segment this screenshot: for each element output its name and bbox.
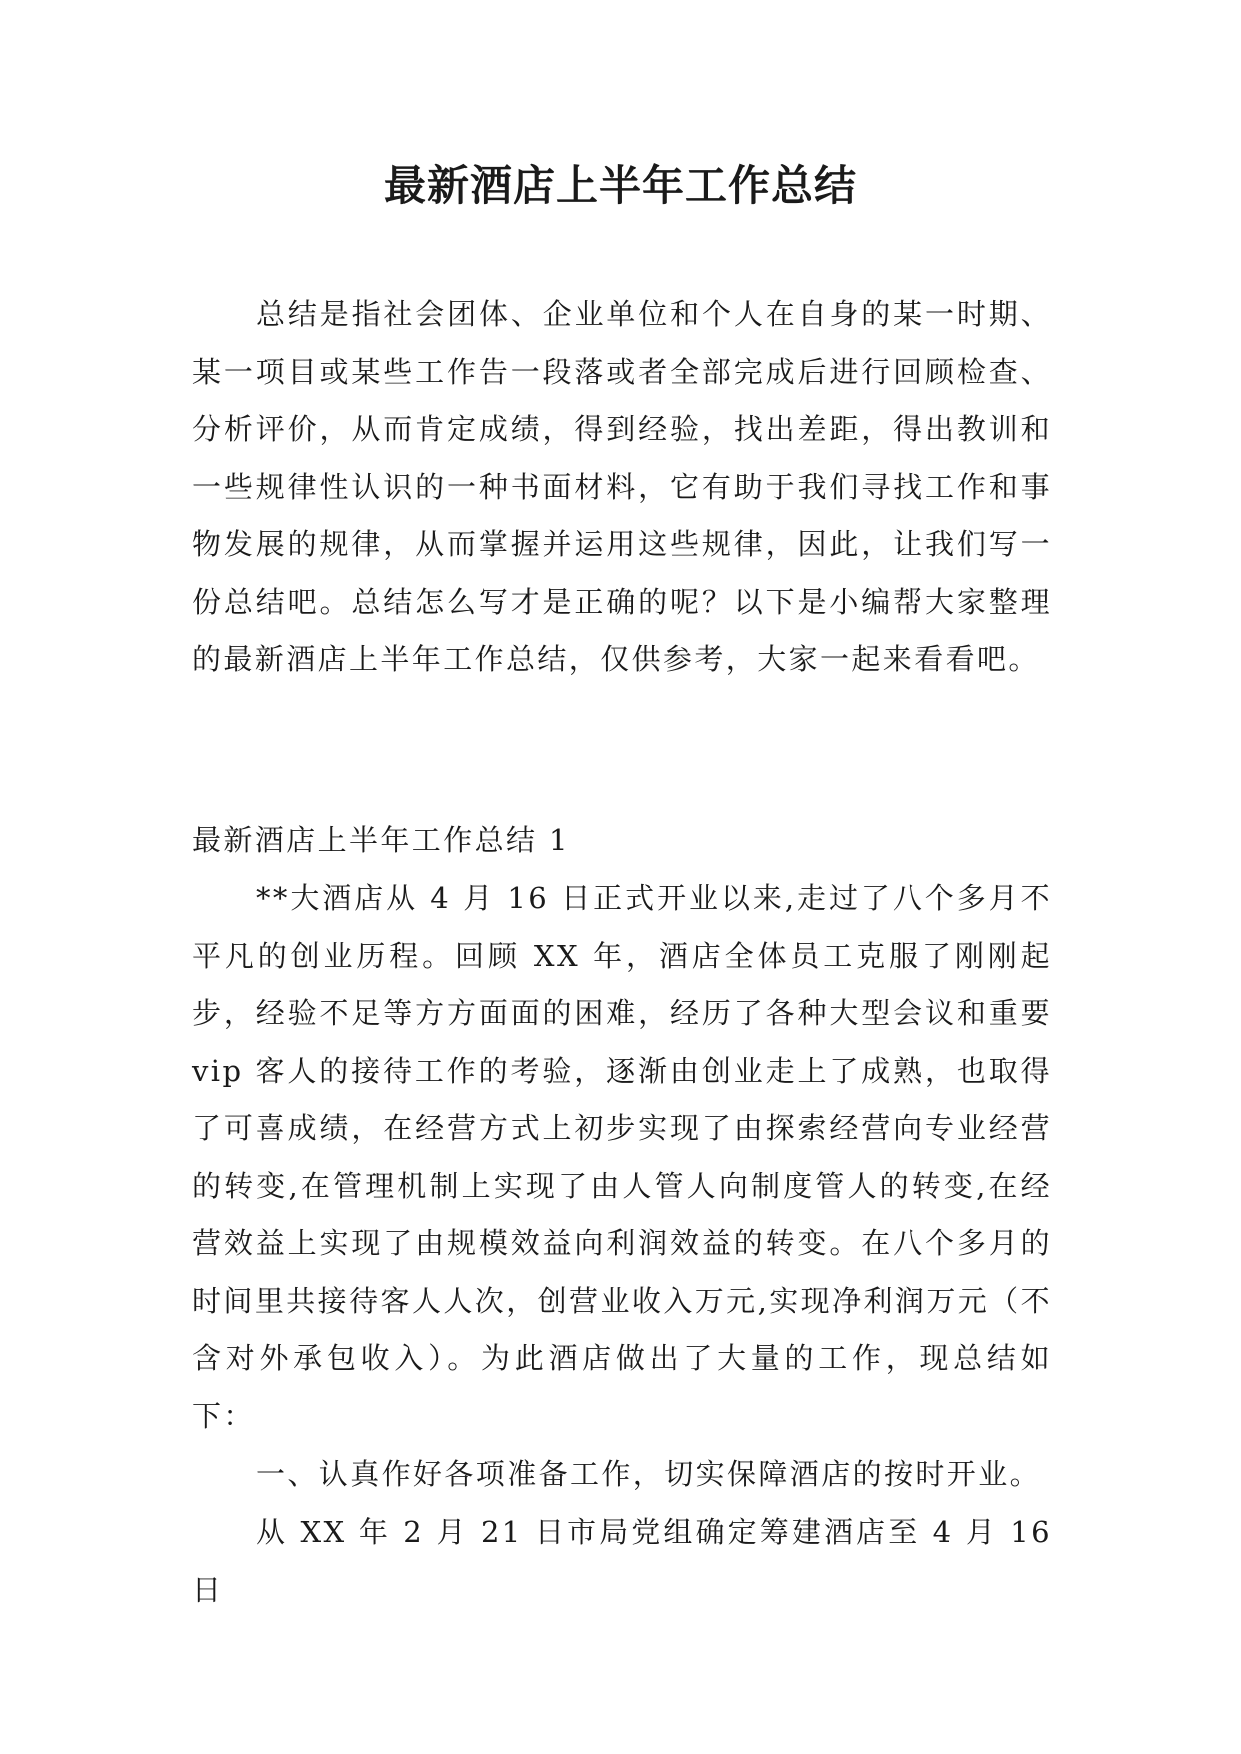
- document-title: 最新酒店上半年工作总结: [383, 161, 857, 210]
- section-paragraph: **大酒店从 4 月 16 日正式开业以来,走过了八个多月不平凡的创业历程。回顾 XX 年，酒店全体员工克服了刚刚起步，经验不足等方方面面的困难，经历了各种大型会议和重要 vip 客人的接待工作的考验，逐渐由创业走上了成熟，也取得了可喜成绩，在经营方式上初步实现了由探索经营向专业经营的转变,在管理机制上实现了由人管人向制度管人的转变,在经营效益上实现了由规模效益向利润效益的转变。在八个多月的时间里共接待客人人次，创营业收入万元,实现净利润万元（不含对外承包收入）。为此酒店做出了大量的工作，现总结如下：: [192, 881, 1052, 1433]
- list-item-paragraph: 从 XX 年 2 月 21 日市局党组确定筹建酒店至 4 月 16 日: [192, 1515, 1052, 1607]
- section-heading: 最新酒店上半年工作总结 1: [192, 823, 570, 857]
- intro-paragraph: 总结是指社会团体、企业单位和个人在自身的某一时期、某一项目或某些工作告一段落或者全部完成后进行回顾检查、分析评价，从而肯定成绩，得到经验，找出差距，得出教训和一些规律性认识的一种书面材料，它有助于我们寻找工作和事物发展的规律，从而掌握并运用这些规律，因此，让我们写一份总结吧。总结怎么写才是正确的呢？以下是小编帮大家整理的最新酒店上半年工作总结，仅供参考，大家一起来看看吧。: [192, 297, 1052, 676]
- list-item-heading: 一、认真作好各项准备工作，切实保障酒店的按时开业。: [256, 1457, 1042, 1491]
